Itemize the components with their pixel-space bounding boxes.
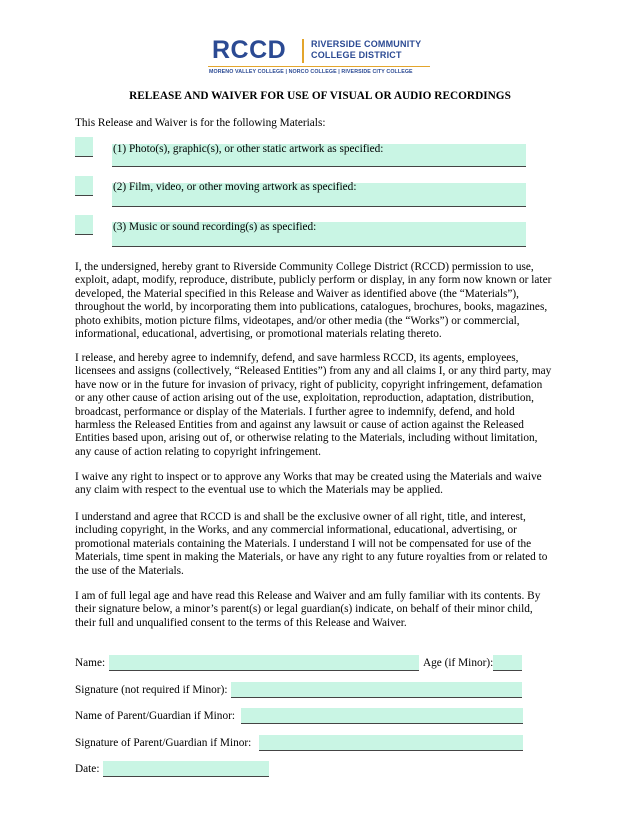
name-label: Name: (75, 657, 106, 669)
signature-label: Signature (not required if Minor): (75, 684, 228, 696)
paragraph-waiver: I waive any right to inspect or to approve any Works that may be created using the Materials and waive any claim with respect to the eventual use to which the Materials may be applied. (75, 471, 542, 497)
parent-signature-label: Signature of Parent/Guardian if Minor: (75, 737, 252, 749)
material-2-label: (2) Film, video, or other moving artwork as specified: (113, 181, 357, 193)
age-label: Age (if Minor): (423, 657, 494, 669)
paragraph-release: I release, and hereby agree to indemnify, defend, and save harmless RCCD, its agents, employees, licensees and assigns (collectively, “Released Entities”) from any and all claims I, or any third party, may have now or in the future for invasion of privacy, right of publicity, copyright infringement, defamation or any other cause of action arising out of the use, exploitation, reproduction, adaptation, distribution, broadcast, performance or display of the Materials. I further agree to indemnify, defend, and hold harmless the Released Entities from and against any lawsuit or cause of action against the Released Entities based upon, arising out of, or otherwise relating to the Materials, including without limitation, any cause of action relating to copyright infringement. (75, 352, 552, 458)
logo-rule (208, 66, 430, 67)
parent-name-field[interactable] (241, 708, 523, 724)
logo-acronym: RCCD (212, 36, 287, 64)
paragraph-ownership: I understand and agree that RCCD is and shall be the exclusive owner of all right, title, and interest, including copyright, in the Works, and any commercial informational, educational, advertising, or promotional materials containing the Materials. I understand I will not be compensated for use of the Materials, time spent in making the Materials, or have any right to any future royalties from or related to the use of the Materials. (75, 511, 548, 577)
material-1-checkbox[interactable] (75, 137, 93, 157)
date-label: Date: (75, 763, 100, 775)
parent-name-label: Name of Parent/Guardian if Minor: (75, 710, 235, 722)
material-1-label: (1) Photo(s), graphic(s), or other static artwork as specified: (113, 143, 384, 155)
material-3-label: (3) Music or sound recording(s) as specified: (113, 221, 317, 233)
logo-district-name: RIVERSIDE COMMUNITY COLLEGE DISTRICT (311, 39, 422, 60)
age-field[interactable] (493, 655, 522, 671)
signature-field[interactable] (231, 682, 522, 698)
material-3-checkbox[interactable] (75, 215, 93, 235)
parent-signature-field[interactable] (259, 735, 523, 751)
logo-colleges: MORENO VALLEY COLLEGE | NORCO COLLEGE | RIVERSIDE CITY COLLEGE (209, 69, 413, 75)
paragraph-grant: I, the undersigned, hereby grant to Riverside Community College District (RCCD) permission to use, exploit, adapt, modify, reproduce, distribute, publicly perform or display, in any form now known or later developed, the Material specified in this Release and Waiver as identified above (the “Materials”), throughout the world, by incorporating them into publications, catalogues, brochures, books, magazines, photo exhibits, motion picture films, videotapes, and/or other media (the “Works”) or commercial, informational, educational, advertising, or promotional materials relating thereto. (75, 261, 552, 341)
intro-text: This Release and Waiver is for the following Materials: (75, 117, 326, 129)
material-2-checkbox[interactable] (75, 176, 93, 196)
paragraph-consent: I am of full legal age and have read this Release and Waiver and am fully familiar with its contents. By their signature below, a minor’s parent(s) or legal guardian(s) indicate, on behalf of their minor child, their full and unqualified consent to the terms of this Release and Waiver. (75, 590, 541, 629)
date-field[interactable] (103, 761, 269, 777)
name-field[interactable] (109, 655, 419, 671)
rccd-logo (208, 36, 430, 78)
logo-divider (302, 39, 304, 63)
document-title: RELEASE AND WAIVER FOR USE OF VISUAL OR AUDIO RECORDINGS (129, 90, 511, 102)
